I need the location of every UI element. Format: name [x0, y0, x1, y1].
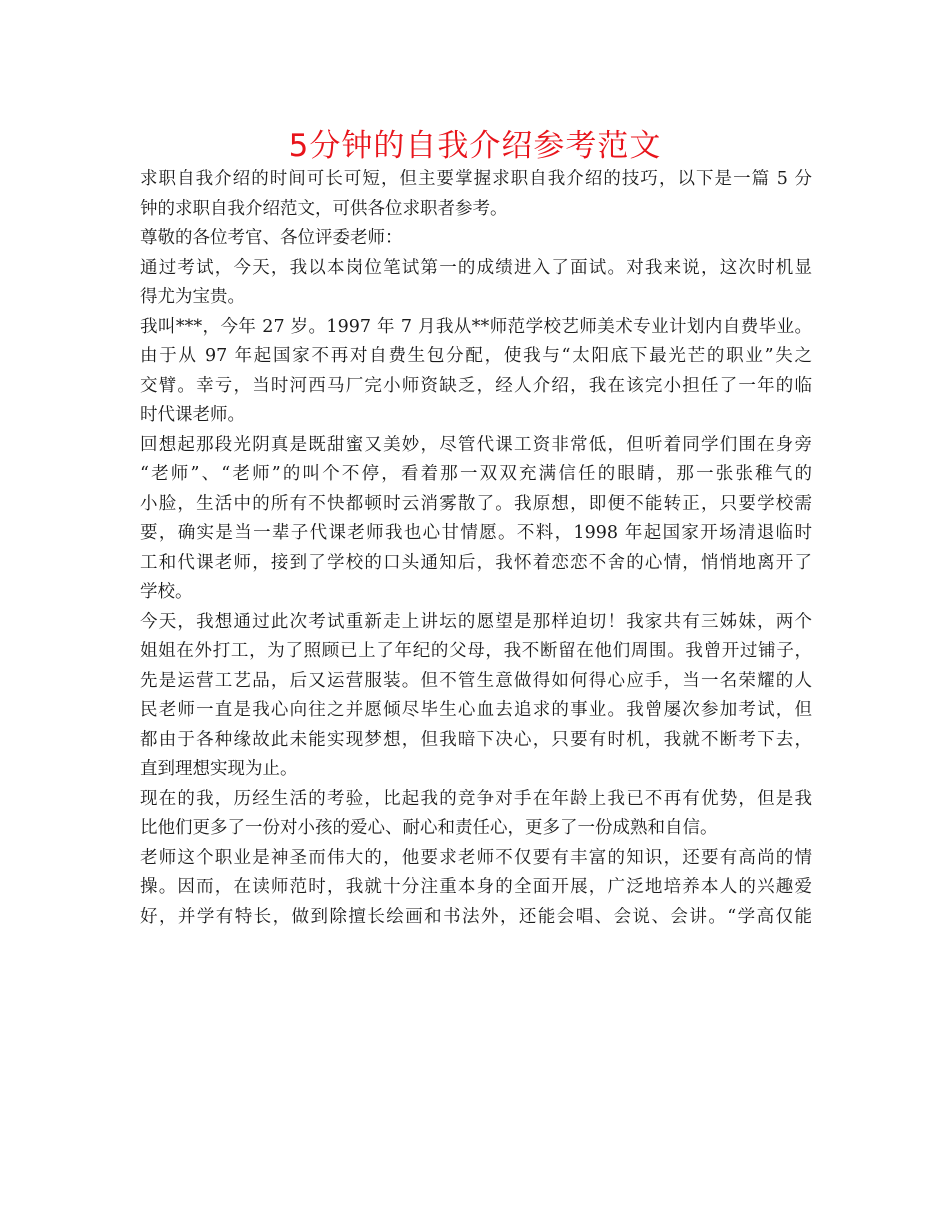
paragraph-line: 今天，我想通过此次考试重新走上讲坛的愿望是那样迫切！我家共有三姊妹，两个 — [140, 611, 812, 632]
paragraph-line: 我叫***，今年 27 岁。1997 年 7 月我从**师范学校艺师美术专业计划内自费毕业。 — [140, 316, 812, 337]
paragraph-line: 现在的我，历经生活的考验，比起我的竞争对手在年龄上我已不再有优势，但是我 — [140, 788, 812, 809]
paragraph-line: 好，并学有特长，做到除擅长绘画和书法外，还能会唱、会说、会讲。“学高仅能 — [140, 906, 812, 927]
paragraph-line: 要，确实是当一辈子代课老师我也心甘情愿。不料，1998 年起国家开场清退临时 — [140, 523, 812, 543]
paragraph-line: 钟的求职自我介绍范文，可供各位求职者参考。 — [140, 198, 508, 219]
paragraph-line: 直到理想实现为止。 — [140, 759, 298, 779]
document-title: 5分钟的自我介绍参考范文 — [288, 128, 662, 164]
paragraph-line: “老师”、“老师”的叫个不停，看着那一双双充满信任的眼睛，那一张张稚气的 — [140, 464, 812, 484]
paragraph-line: 比他们更多了一份对小孩的爱心、耐心和责任心，更多了一份成熟和自信。 — [140, 818, 718, 838]
paragraph-line: 民老师一直是我心向往之并愿倾尽毕生心血去追求的事业。我曾屡次参加考试，但 — [140, 700, 812, 720]
paragraph-line: 姐姐在外打工，为了照顾已上了年纪的父母，我不断留在他们周围。我曾开过铺子， — [140, 641, 812, 661]
paragraph-line: 学校。 — [140, 582, 193, 602]
paragraph-line: 交臂。幸亏，当时河西马厂完小师资缺乏，经人介绍，我在该完小担任了一年的临 — [140, 375, 812, 396]
paragraph-line: 操。因而，在读师范时，我就十分注重本身的全面开展，广泛地培养本人的兴趣爱 — [140, 877, 812, 897]
paragraph-line: 得尤为宝贵。 — [140, 287, 245, 307]
paragraph-line: 尊敬的各位考官、各位评委老师： — [140, 228, 403, 248]
paragraph-line: 小脸，生活中的所有不快都顿时云消雾散了。我原想，即便不能转正，只要学校需 — [140, 493, 812, 514]
paragraph-line: 回想起那段光阴真是既甜蜜又美妙，尽管代课工资非常低，但听着同学们围在身旁 — [140, 434, 812, 455]
document-body — [140, 165, 812, 932]
paragraph-line: 工和代课老师，接到了学校的口头通知后，我怀着恋恋不舍的心情，悄悄地离开了 — [140, 552, 812, 573]
paragraph-line: 由于从 97 年起国家不再对自费生包分配，使我与“太阳底下最光芒的职业”失之 — [140, 346, 812, 366]
paragraph-line: 时代课老师。 — [140, 405, 245, 425]
paragraph-line: 都由于各种缘故此未能实现梦想，但我暗下决心，只要有时机，我就不断考下去， — [140, 729, 812, 750]
paragraph-line: 先是运营工艺品，后又运营服装。但不管生意做得如何得心应手，当一名荣耀的人 — [140, 670, 812, 691]
paragraph-line: 求职自我介绍的时间可长可短，但主要掌握求职自我介绍的技巧，以下是一篇 5 分 — [140, 169, 812, 189]
paragraph-line: 通过考试，今天，我以本岗位笔试第一的成绩进入了面试。对我来说，这次时机显 — [140, 257, 812, 278]
paragraph-line: 老师这个职业是神圣而伟大的，他要求老师不仅要有丰富的知识，还要有高尚的情 — [140, 847, 812, 868]
